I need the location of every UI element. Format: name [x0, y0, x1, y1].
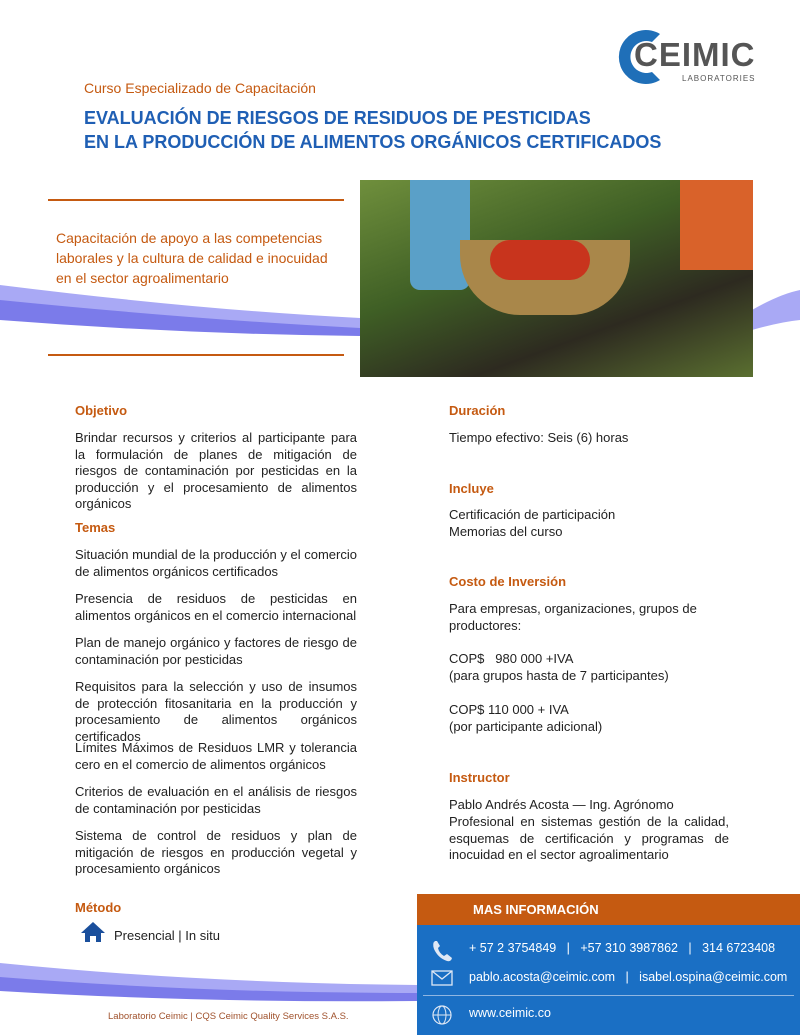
price-group-note: (para grupos hasta de 7 participantes) — [449, 668, 669, 683]
contact-website[interactable]: www.ceimic.co — [469, 1006, 551, 1020]
incluye-heading: Incluye — [449, 481, 494, 496]
duracion-heading: Duración — [449, 403, 506, 418]
divider — [423, 995, 794, 996]
tema-item: Requisitos para la selección y uso de insumos de protección fitosanitaria en la producción y procesamiento de alimentos orgánicos certificados — [75, 679, 357, 744]
title-line-1: EVALUACIÓN DE RIESGOS DE RESIDUOS DE PESTICIDAS — [84, 108, 591, 128]
tema-item: Presencia de residuos de pesticidas en alimentos orgánicos en el comercio internacional — [75, 591, 357, 623]
objetivo-heading: Objetivo — [75, 403, 128, 418]
costo-heading: Costo de Inversión — [449, 574, 567, 589]
instructor-name: Pablo Andrés Acosta — Ing. Agrónomo — [449, 797, 674, 812]
ceimic-logo — [612, 26, 762, 88]
logo-name: CEIMIC — [634, 36, 756, 73]
objetivo-text: Brindar recursos y criterios al participante para la formulación de planes de mitigación de riesgos de contaminación por pesticidas en la producción y el procesamiento de alimentos orgánicos — [75, 430, 357, 511]
incluye-item: Certificación de participación — [449, 507, 616, 522]
divider — [48, 354, 344, 356]
contact-emails[interactable]: pablo.acosta@ceimic.com | isabel.ospina@ceimic.com — [469, 970, 788, 984]
tema-item: Criterios de evaluación en el análisis de riesgos de contaminación por pesticidas — [75, 784, 357, 816]
harvest-basket-photo — [360, 180, 753, 377]
price-additional-note: (por participante adicional) — [449, 719, 603, 734]
costo-intro: Para empresas, organizaciones, grupos de productores: — [449, 601, 697, 633]
metodo-text: Presencial | In situ — [114, 928, 220, 943]
divider — [48, 199, 344, 201]
contact-heading: MAS INFORMACIÓN — [417, 894, 800, 925]
course-kicker: Curso Especializado de Capacitación — [84, 80, 316, 96]
course-title — [84, 106, 661, 154]
temas-heading: Temas — [75, 520, 116, 535]
price-group: COP$ 980 000 +IVA — [449, 651, 574, 666]
footer-text: Laboratorio Ceimic | CQS Ceimic Quality Services S.A.S. — [108, 1011, 349, 1022]
house-icon — [80, 921, 106, 943]
incluye-item: Memorias del curso — [449, 524, 563, 539]
logo-tagline: LABORATORIES — [682, 74, 756, 83]
decorative-wave — [0, 955, 417, 1005]
contact-phones: + 57 2 3754849 | +57 310 3987862 | 314 6723408 — [469, 941, 776, 955]
duracion-text: Tiempo efectivo: Seis (6) horas — [449, 430, 629, 445]
globe-icon — [431, 1004, 453, 1026]
instructor-heading: Instructor — [449, 770, 510, 785]
email-icon — [431, 970, 453, 986]
price-additional: COP$ 110 000 + IVA — [449, 702, 569, 717]
metodo-heading: Método — [75, 900, 122, 915]
tema-item: Límites Máximos de Residuos LMR y tolerancia cero en el comercio de alimentos orgánicos — [75, 740, 357, 772]
tema-item: Situación mundial de la producción y el comercio de alimentos orgánicos certificados — [75, 547, 357, 579]
title-line-2: EN LA PRODUCCIÓN DE ALIMENTOS ORGÁNICOS CERTIFICADOS — [84, 132, 662, 152]
instructor-bio: Profesional en sistemas gestión de la calidad, esquemas de certificación y programas de inocuidad en el sector agroalimentario — [449, 814, 729, 862]
subtitle: Capacitación de apoyo a las competencias laborales y la cultura de calidad e inocuidad en el sector agroalimentario — [56, 230, 328, 286]
tema-item: Plan de manejo orgánico y factores de riesgo de contaminación por pesticidas — [75, 635, 357, 667]
phone-icon — [431, 939, 453, 963]
tema-item: Sistema de control de residuos y plan de mitigación de riesgos en producción vegetal y procesamiento orgánicos — [75, 828, 357, 876]
